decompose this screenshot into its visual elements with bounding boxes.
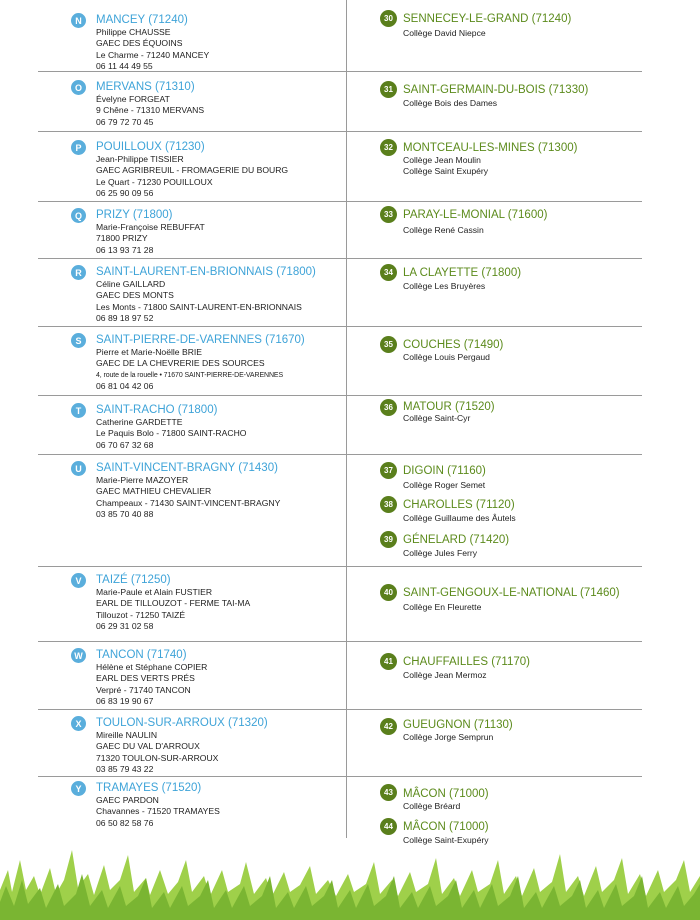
row-divider: [38, 326, 642, 327]
college-town: MONTCEAU-LES-MINES (71300): [403, 142, 578, 154]
college-name: Collège Saint-Cyr: [403, 413, 471, 423]
farm-line: Céline GAILLARD: [96, 279, 166, 289]
farm-letter-badge: S: [71, 333, 86, 348]
college-number-badge: 42: [380, 718, 397, 735]
college-town: SAINT-GERMAIN-DU-BOIS (71330): [403, 84, 589, 96]
farm-letter-badge: P: [71, 140, 86, 155]
farm-line: Évelyne FORGEAT: [96, 94, 170, 104]
farm-title: TOULON-SUR-ARROUX (71320): [96, 717, 268, 729]
farm-line: 03 85 70 40 88: [96, 509, 154, 520]
farm-line: Champeaux - 71430 SAINT-VINCENT-BRAGNY: [96, 497, 281, 508]
farm-title: SAINT-RACHO (71800): [96, 404, 218, 416]
farm-line: 71320 TOULON-SUR-ARROUX: [96, 752, 219, 763]
college-number-badge: 41: [380, 653, 397, 670]
farm-letter-badge: O: [71, 80, 86, 95]
farm-line: Chavannes - 71520 TRAMAYES: [96, 806, 220, 817]
row-divider: [38, 776, 642, 777]
farm-line: 06 70 67 32 68: [96, 439, 154, 450]
college-number-badge: 38: [380, 496, 397, 513]
farm-line: EARL DE TILLOUZOT - FERME TAI-MA: [96, 598, 251, 609]
college-number-badge: 30: [380, 10, 397, 27]
farm-title: MERVANS (71310): [96, 81, 195, 93]
college-name: Collège Jules Ferry: [403, 548, 478, 558]
college-name: Collège Jorge Semprun: [403, 732, 494, 742]
farm-letter-badge: R: [71, 265, 86, 280]
college-town: CHAUFFAILLES (71170): [403, 656, 530, 668]
college-town: MÂCON (71000): [403, 821, 489, 833]
farm-letter-badge: T: [71, 403, 86, 418]
farm-letter-badge: V: [71, 573, 86, 588]
column-divider: [346, 0, 347, 838]
college-name: Collège Guillaume des Âutels: [403, 513, 516, 523]
farm-letter-badge: N: [71, 13, 86, 28]
farm-line: GAEC AGRIBREUIL - FROMAGERIE DU BOURG: [96, 165, 289, 176]
college-name: Collège Jean Moulin: [403, 155, 481, 165]
college-town: COUCHES (71490): [403, 339, 504, 351]
college-name: Collège Bois des Dames: [403, 98, 498, 108]
farm-title: MANCEY (71240): [96, 14, 188, 26]
college-town: MATOUR (71520): [403, 401, 495, 413]
row-divider: [38, 71, 642, 72]
college-number-badge: 39: [380, 531, 397, 548]
farm-line: 06 13 93 71 28: [96, 244, 154, 255]
farm-line: Hélène et Stéphane COPIER: [96, 662, 208, 672]
farm-line: 71800 PRIZY: [96, 233, 148, 244]
college-number-badge: 35: [380, 336, 397, 353]
college-name: Collège Roger Semet: [403, 480, 486, 490]
row-divider: [38, 395, 642, 396]
college-number-badge: 34: [380, 264, 397, 281]
farm-title: TANCON (71740): [96, 649, 187, 661]
college-town: SAINT-GENGOUX-LE-NATIONAL (71460): [403, 587, 620, 599]
farm-line: 9 Chêne - 71310 MERVANS: [96, 105, 205, 116]
farm-title: SAINT-VINCENT-BRAGNY (71430): [96, 462, 278, 474]
college-name: Collège David Niepce: [403, 28, 486, 38]
farm-line: Jean-Philippe TISSIER: [96, 154, 184, 164]
farm-letter-badge: W: [71, 648, 86, 663]
farm-title: PRIZY (71800): [96, 209, 173, 221]
farm-line: 06 50 82 58 76: [96, 817, 154, 828]
college-number-badge: 32: [380, 139, 397, 156]
college-town: SENNECEY-LE-GRAND (71240): [403, 13, 572, 25]
farm-title: SAINT-LAURENT-EN-BRIONNAIS (71800): [96, 266, 316, 278]
college-number-badge: 33: [380, 206, 397, 223]
farm-line: 06 29 31 02 58: [96, 621, 154, 632]
college-name: Collège Jean Mermoz: [403, 670, 487, 680]
farm-line: 06 79 72 70 45: [96, 116, 154, 127]
farm-line: GAEC MATHIEU CHEVALIER: [96, 486, 212, 497]
farm-line: Philippe CHAUSSE: [96, 27, 171, 37]
farm-line: Le Quart - 71230 POUILLOUX: [96, 176, 213, 187]
farm-line: GAEC DU VAL D'ARROUX: [96, 741, 200, 752]
farm-line: Les Monts - 71800 SAINT-LAURENT-EN-BRIONNAIS: [96, 301, 302, 312]
row-divider: [38, 709, 642, 710]
college-town: PARAY-LE-MONIAL (71600): [403, 209, 548, 221]
farm-line: 03 85 79 43 22: [96, 764, 154, 775]
farm-line: Tillouzot - 71250 TAIZÉ: [96, 609, 186, 620]
farm-line: Marie-Françoise REBUFFAT: [96, 222, 205, 232]
college-name: Collège Saint Exupéry: [403, 166, 489, 176]
farm-title: POUILLOUX (71230): [96, 141, 205, 153]
row-divider: [38, 258, 642, 259]
farm-line: 06 11 44 49 55: [96, 61, 153, 72]
college-number-badge: 36: [380, 399, 397, 416]
farm-line: Le Charme - 71240 MANCEY: [96, 49, 210, 60]
farm-line: 4, route de la rouelle • 71670 SAINT-PIERRE-DE-VARENNES: [96, 371, 284, 379]
college-name: Collège René Cassin: [403, 225, 484, 235]
farm-line: Catherine GARDETTE: [96, 417, 183, 427]
farm-line: 06 25 90 09 56: [96, 188, 154, 199]
college-number-badge: 31: [380, 81, 397, 98]
farm-line: 06 89 18 97 52: [96, 313, 154, 324]
farm-letter-badge: X: [71, 716, 86, 731]
college-name: Collège Louis Pergaud: [403, 352, 490, 362]
college-name: Collège Les Bruyères: [403, 281, 486, 291]
farm-line: EARL DES VERTS PRÉS: [96, 673, 195, 684]
college-name: Collège En Fleurette: [403, 602, 482, 612]
college-number-badge: 37: [380, 462, 397, 479]
row-divider: [38, 454, 642, 455]
college-name: Collège Bréard: [403, 801, 461, 811]
farm-line: Verpré - 71740 TANCON: [96, 684, 191, 695]
college-number-badge: 43: [380, 784, 397, 801]
grass-border: [0, 840, 700, 920]
college-name: Collège Saint-Exupéry: [403, 835, 489, 845]
farm-line: Pierre et Marie-Noëlle BRIE: [96, 347, 203, 357]
college-number-badge: 40: [380, 584, 397, 601]
farm-letter-badge: Y: [71, 781, 86, 796]
farm-line: Le Paquis Bolo - 71800 SAINT-RACHO: [96, 428, 247, 439]
farm-line: 06 81 04 42 06: [96, 381, 154, 392]
college-town: CHAROLLES (71120): [403, 499, 515, 511]
farm-line: GAEC DES MONTS: [96, 290, 174, 301]
farm-title: TAIZÉ (71250): [96, 574, 171, 586]
farm-line: GAEC DE LA CHEVRERIE DES SOURCES: [96, 358, 265, 369]
farm-line: Mireille NAULIN: [96, 730, 158, 740]
row-divider: [38, 566, 642, 567]
row-divider: [38, 641, 642, 642]
row-divider: [38, 131, 642, 132]
row-divider: [38, 201, 642, 202]
farm-line: Marie-Pierre MAZOYER: [96, 475, 189, 485]
farm-line: GAEC DES ÉQUOINS: [96, 38, 183, 49]
farm-letter-badge: Q: [71, 208, 86, 223]
college-town: GUEUGNON (71130): [403, 719, 513, 731]
farm-line: Marie-Paule et Alain FUSTIER: [96, 587, 213, 597]
college-town: LA CLAYETTE (71800): [403, 267, 522, 279]
farm-letter-badge: U: [71, 461, 86, 476]
farm-title: SAINT-PIERRE-DE-VARENNES (71670): [96, 334, 305, 346]
college-town: DIGOIN (71160): [403, 465, 486, 477]
college-number-badge: 44: [380, 818, 397, 835]
farm-title: TRAMAYES (71520): [96, 782, 202, 794]
college-town: MÂCON (71000): [403, 788, 489, 800]
farm-line: GAEC PARDON: [96, 795, 159, 805]
farm-line: 06 83 19 90 67: [96, 696, 154, 707]
college-town: GÉNELARD (71420): [403, 534, 510, 546]
